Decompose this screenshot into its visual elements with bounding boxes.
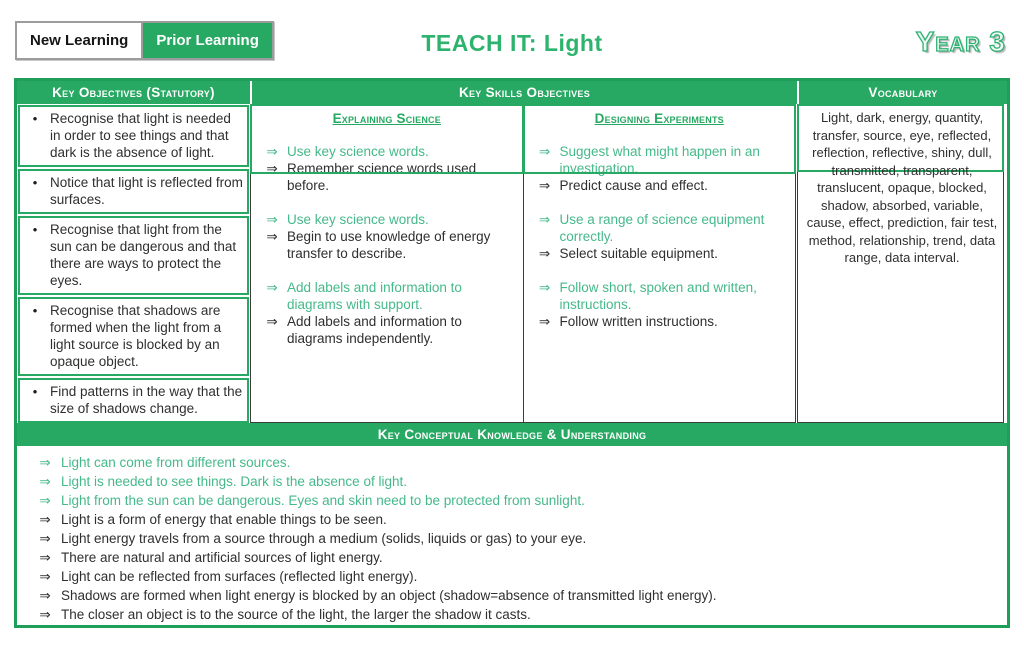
concept-item (29, 491, 997, 510)
conceptual-knowledge-body (17, 446, 1007, 625)
concept-item (29, 472, 997, 491)
skill-text: Remember science words used before. (287, 161, 477, 193)
concept-text: Light can come from different sources. (61, 455, 291, 470)
arrow-icon: ⇒ (39, 455, 51, 470)
table-body-row (17, 104, 1007, 423)
top-bar (0, 0, 1024, 78)
conceptual-knowledge-header: Key Conceptual Knowledge & Understanding (17, 423, 1007, 446)
arrow-icon: ⇒ (538, 212, 551, 227)
skill-item (530, 211, 790, 245)
vocabulary-column (797, 104, 1007, 423)
skill-item (257, 228, 517, 262)
concept-item (29, 453, 997, 472)
objective-text: Notice that light is reflected from surfaces. (50, 175, 243, 207)
designing-experiments-cell (523, 104, 797, 423)
objective-text: Recognise that light is needed in order to see things and that dark is the absence of light. (50, 111, 231, 160)
skill-text: Predict cause and effect. (559, 178, 708, 193)
designing-experiments-heading: Designing Experiments (594, 111, 724, 126)
arrow-icon: ⇒ (39, 512, 51, 527)
key-skills-column (250, 104, 797, 423)
vocabulary-text: Light, dark, energy, quantity, transfer, source, eye, reflected, reflection, reflective, shiny, dull, transmitted, transparent, translucent, opaque, blocked, shadow, absorbed, variable, cause, effect, prediction, fair test, method, relationship, trend, data range, data interval. (806, 110, 998, 265)
concept-item (29, 548, 997, 567)
objective-box (18, 105, 249, 167)
header-key-objectives: Key Objectives (Statutory) (52, 85, 215, 100)
new-learning-chip: New Learning (17, 23, 143, 58)
concept-text: Light can be reflected from surfaces (reflected light energy). (61, 569, 418, 584)
skill-text: Use a range of science equipment correctly. (559, 212, 765, 244)
arrow-icon: ⇒ (266, 212, 278, 227)
arrow-icon: ⇒ (266, 161, 278, 176)
concept-item (29, 586, 997, 605)
concept-item (29, 510, 997, 529)
skill-item (257, 143, 517, 160)
arrow-icon: ⇒ (538, 246, 551, 261)
arrow-icon: ⇒ (39, 588, 51, 603)
skill-item (530, 313, 790, 330)
concept-item (29, 567, 997, 586)
objective-box (18, 169, 249, 214)
skill-text: Select suitable equipment. (559, 246, 718, 261)
bullet-icon: • (32, 175, 38, 190)
year-badge: Year 3 (915, 26, 1006, 57)
page-title: TEACH IT: Light (421, 30, 603, 56)
explaining-science-heading: Explaining Science (332, 111, 441, 126)
arrow-icon: ⇒ (538, 314, 551, 329)
arrow-icon: ⇒ (266, 280, 278, 295)
skill-item (530, 177, 790, 194)
objective-text: Recognise that shadows are formed when the light from a light source is blocked by an opaque object. (50, 303, 222, 369)
bullet-icon: • (32, 111, 38, 126)
arrow-icon: ⇒ (266, 144, 278, 159)
skill-text: Add labels and information to diagrams independently. (287, 314, 462, 346)
skill-text: Follow short, spoken and written, instructions. (559, 280, 757, 312)
arrow-icon: ⇒ (39, 607, 51, 622)
concept-text: Light from the sun can be dangerous. Eyes and skin need to be protected from sunlight. (61, 493, 585, 508)
explaining-science-cell (250, 104, 524, 423)
concept-text: There are natural and artificial sources of light energy. (61, 550, 383, 565)
concept-item (29, 529, 997, 548)
arrow-icon: ⇒ (39, 493, 51, 508)
concept-item (29, 605, 997, 624)
arrow-icon: ⇒ (39, 474, 51, 489)
skill-text: Begin to use knowledge of energy transfer to describe. (287, 229, 491, 261)
skill-item (257, 279, 517, 313)
arrow-icon: ⇒ (39, 569, 51, 584)
curriculum-table (14, 78, 1010, 628)
bullet-icon: • (32, 303, 38, 318)
skill-item (257, 160, 517, 194)
concept-text: The closer an object is to the source of the light, the larger the shadow it casts. (61, 607, 531, 622)
concept-text: Light energy travels from a source through a medium (solids, liquids or gas) to your eye. (61, 531, 587, 546)
skill-text: Add labels and information to diagrams with support. (287, 280, 462, 312)
arrow-icon: ⇒ (266, 229, 278, 244)
key-objectives-column (17, 104, 250, 423)
bullet-icon: • (32, 222, 38, 237)
header-vocabulary: Vocabulary (797, 81, 1007, 104)
objective-box (18, 216, 249, 295)
header-key-skills: Key Skills Objectives (250, 81, 797, 104)
skill-item (530, 143, 790, 177)
objective-box (18, 378, 249, 423)
concept-text: Light is needed to see things. Dark is the absence of light. (61, 474, 407, 489)
concept-text: Shadows are formed when light energy is blocked by an object (shadow=absence of transmitted light energy). (61, 588, 717, 603)
arrow-icon: ⇒ (538, 280, 551, 295)
prior-learning-chip: Prior Learning (143, 23, 272, 58)
table-header-row (17, 81, 1007, 104)
arrow-icon: ⇒ (538, 178, 551, 193)
arrow-icon: ⇒ (538, 144, 551, 159)
bullet-icon: • (32, 384, 38, 399)
skill-text: Use key science words. (287, 144, 429, 159)
objective-text: Find patterns in the way that the size of shadows change. (50, 384, 243, 416)
explaining-science-list (257, 143, 517, 347)
skill-item (530, 279, 790, 313)
skill-text: Follow written instructions. (559, 314, 718, 329)
skill-item (530, 245, 790, 262)
skill-item (257, 211, 517, 228)
skill-text: Suggest what might happen in an investigation. (559, 144, 760, 176)
concept-text: Light is a form of energy that enable things to be seen. (61, 512, 387, 527)
objective-box (18, 297, 249, 376)
objective-text: Recognise that light from the sun can be dangerous and that there are ways to protect the eyes. (50, 222, 237, 288)
skill-item (257, 313, 517, 347)
arrow-icon: ⇒ (39, 531, 51, 546)
arrow-icon: ⇒ (39, 550, 51, 565)
arrow-icon: ⇒ (266, 314, 278, 329)
designing-experiments-list (530, 143, 790, 330)
skill-text: Use key science words. (287, 212, 429, 227)
